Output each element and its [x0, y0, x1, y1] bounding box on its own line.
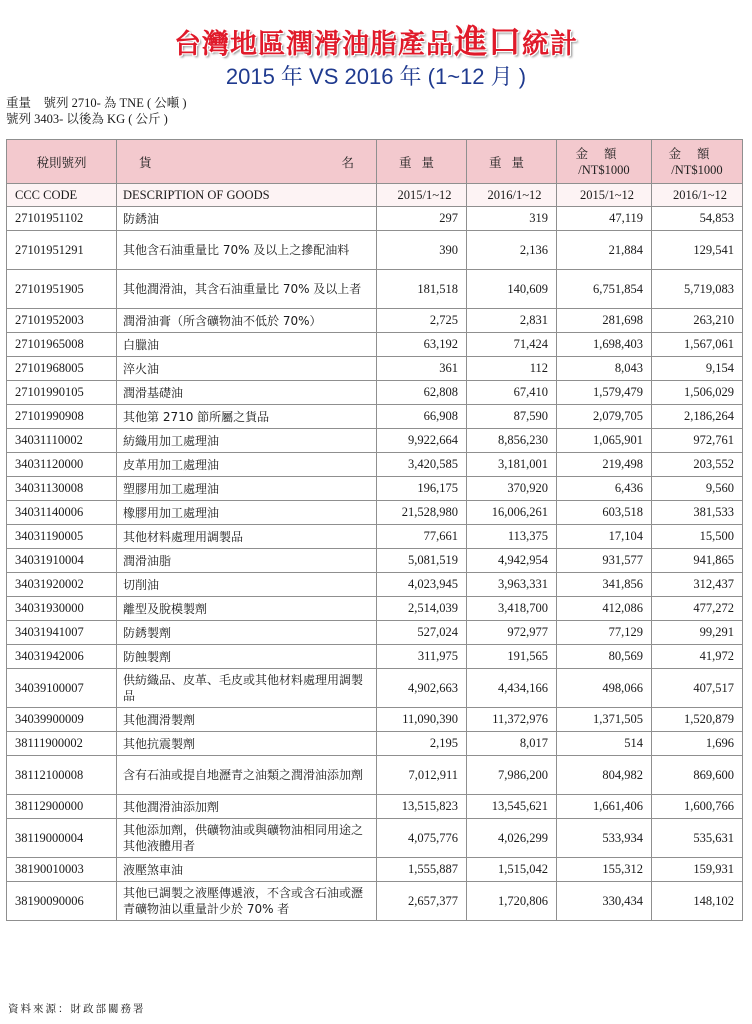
cell-weight-2015: 4,902,663	[377, 669, 467, 708]
cell-value-2015: 1,579,479	[557, 381, 652, 405]
cell-weight-2016: 71,424	[467, 333, 557, 357]
cell-weight-2016: 13,545,621	[467, 795, 557, 819]
cell-description: 紡織用加工處理油	[117, 429, 377, 453]
header-description-b: 名	[341, 154, 355, 170]
header-value-2015-a: 金額	[575, 145, 633, 161]
table-row	[7, 477, 743, 501]
cell-description: 防蝕製劑	[117, 645, 377, 669]
cell-code: 34031942006	[7, 645, 117, 669]
cell-value-2015: 1,698,403	[557, 333, 652, 357]
subheader-value-2016: 2016/1~12	[652, 184, 743, 207]
cell-code: 34031920002	[7, 573, 117, 597]
cell-code: 34031910004	[7, 549, 117, 573]
cell-code: 27101968005	[7, 357, 117, 381]
cell-weight-2016: 319	[467, 207, 557, 231]
cell-description: 其他潤滑油，其含石油重量比 70% 及以上者	[117, 270, 377, 309]
header-value-2016-a: 金額	[668, 145, 726, 161]
cell-weight-2015: 9,922,664	[377, 429, 467, 453]
cell-description: 液壓煞車油	[117, 858, 377, 882]
table-row	[7, 882, 743, 921]
table-row	[7, 525, 743, 549]
unit-notes	[6, 95, 187, 127]
header-description-a: 貨	[138, 154, 152, 170]
cell-code: 34039100007	[7, 669, 117, 708]
cell-value-2015: 47,119	[557, 207, 652, 231]
cell-weight-2015: 1,555,887	[377, 858, 467, 882]
table-row	[7, 621, 743, 645]
cell-value-2015: 1,661,406	[557, 795, 652, 819]
table-row	[7, 756, 743, 795]
cell-description: 其他潤滑油添加劑	[117, 795, 377, 819]
cell-value-2015: 6,436	[557, 477, 652, 501]
table-row	[7, 231, 743, 270]
cell-description: 皮革用加工處理油	[117, 453, 377, 477]
header-code: 稅則號列	[7, 140, 117, 184]
cell-value-2015: 281,698	[557, 309, 652, 333]
cell-weight-2016: 7,986,200	[467, 756, 557, 795]
cell-weight-2015: 2,657,377	[377, 882, 467, 921]
cell-value-2016: 312,437	[652, 573, 743, 597]
cell-description: 供紡織品、皮革、毛皮或其他材料處理用調製品	[117, 669, 377, 708]
table-header-row	[7, 140, 743, 184]
cell-weight-2015: 2,514,039	[377, 597, 467, 621]
cell-description: 防銹油	[117, 207, 377, 231]
cell-value-2016: 159,931	[652, 858, 743, 882]
cell-weight-2015: 66,908	[377, 405, 467, 429]
cell-weight-2015: 5,081,519	[377, 549, 467, 573]
cell-weight-2016: 11,372,976	[467, 708, 557, 732]
cell-code: 38119000004	[7, 819, 117, 858]
cell-value-2016: 9,560	[652, 477, 743, 501]
title-part-b: 進口	[454, 22, 522, 61]
title-part-a: 台灣地區潤滑油脂產品	[174, 29, 454, 60]
cell-value-2016: 148,102	[652, 882, 743, 921]
cell-description: 其他添加劑，供礦物油或與礦物油相同用途之其他液體用者	[117, 819, 377, 858]
cell-code: 38111900002	[7, 732, 117, 756]
cell-code: 34031930000	[7, 597, 117, 621]
cell-description: 切削油	[117, 573, 377, 597]
cell-code: 34031110002	[7, 429, 117, 453]
cell-weight-2015: 4,075,776	[377, 819, 467, 858]
cell-value-2015: 330,434	[557, 882, 652, 921]
cell-weight-2015: 21,528,980	[377, 501, 467, 525]
cell-value-2016: 1,567,061	[652, 333, 743, 357]
cell-code: 27101965008	[7, 333, 117, 357]
cell-code: 38112900000	[7, 795, 117, 819]
cell-weight-2016: 140,609	[467, 270, 557, 309]
cell-description: 離型及脫模製劑	[117, 597, 377, 621]
cell-description: 含有石油或提自地瀝青之油類之潤滑油添加劑	[117, 756, 377, 795]
cell-value-2015: 17,104	[557, 525, 652, 549]
table-row	[7, 429, 743, 453]
cell-value-2016: 2,186,264	[652, 405, 743, 429]
data-source: 資料來源：財政部關務署	[8, 1003, 146, 1015]
table-row	[7, 732, 743, 756]
cell-value-2015: 341,856	[557, 573, 652, 597]
cell-value-2016: 5,719,083	[652, 270, 743, 309]
cell-description: 其他抗震製劑	[117, 732, 377, 756]
cell-weight-2016: 8,856,230	[467, 429, 557, 453]
subheader-weight-2015: 2015/1~12	[377, 184, 467, 207]
cell-code: 38190010003	[7, 858, 117, 882]
cell-description: 淬火油	[117, 357, 377, 381]
header-value-2015-b: /NT$1000	[578, 162, 630, 177]
table-row	[7, 270, 743, 309]
table-row	[7, 597, 743, 621]
cell-value-2015: 1,371,505	[557, 708, 652, 732]
cell-code: 34039900009	[7, 708, 117, 732]
cell-value-2015: 498,066	[557, 669, 652, 708]
cell-value-2015: 514	[557, 732, 652, 756]
cell-code: 38112100008	[7, 756, 117, 795]
table-row	[7, 645, 743, 669]
cell-value-2016: 407,517	[652, 669, 743, 708]
cell-weight-2016: 8,017	[467, 732, 557, 756]
header-value-2016-b: /NT$1000	[671, 162, 723, 177]
cell-weight-2015: 297	[377, 207, 467, 231]
cell-value-2016: 477,272	[652, 597, 743, 621]
cell-description: 塑膠用加工處理油	[117, 477, 377, 501]
cell-code: 34031120000	[7, 453, 117, 477]
cell-value-2015: 2,079,705	[557, 405, 652, 429]
page-title	[0, 16, 752, 63]
cell-weight-2016: 3,963,331	[467, 573, 557, 597]
cell-code: 27101990908	[7, 405, 117, 429]
cell-weight-2016: 4,942,954	[467, 549, 557, 573]
cell-weight-2016: 3,418,700	[467, 597, 557, 621]
cell-description: 其他已調製之液壓傳遞液，不含或含石油或瀝青礦物油以重量計少於 70% 者	[117, 882, 377, 921]
cell-weight-2015: 2,195	[377, 732, 467, 756]
cell-value-2016: 99,291	[652, 621, 743, 645]
table-row	[7, 501, 743, 525]
cell-value-2015: 6,751,854	[557, 270, 652, 309]
cell-weight-2016: 67,410	[467, 381, 557, 405]
cell-weight-2016: 3,181,001	[467, 453, 557, 477]
cell-weight-2016: 4,026,299	[467, 819, 557, 858]
table-row	[7, 381, 743, 405]
table-row	[7, 207, 743, 231]
cell-weight-2015: 13,515,823	[377, 795, 467, 819]
cell-weight-2015: 361	[377, 357, 467, 381]
cell-description: 防銹製劑	[117, 621, 377, 645]
cell-value-2016: 15,500	[652, 525, 743, 549]
cell-code: 34031140006	[7, 501, 117, 525]
cell-weight-2015: 7,012,911	[377, 756, 467, 795]
cell-weight-2015: 11,090,390	[377, 708, 467, 732]
cell-value-2016: 1,696	[652, 732, 743, 756]
cell-weight-2016: 4,434,166	[467, 669, 557, 708]
cell-value-2015: 533,934	[557, 819, 652, 858]
table-row	[7, 357, 743, 381]
unit-note-line-1: 重量 號列 2710- 為 TNE ( 公噸 )	[6, 96, 187, 110]
cell-weight-2015: 527,024	[377, 621, 467, 645]
cell-weight-2016: 1,515,042	[467, 858, 557, 882]
cell-value-2016: 1,600,766	[652, 795, 743, 819]
table-row	[7, 795, 743, 819]
cell-weight-2016: 112	[467, 357, 557, 381]
table-row	[7, 453, 743, 477]
cell-value-2016: 869,600	[652, 756, 743, 795]
cell-code: 34031941007	[7, 621, 117, 645]
table-row	[7, 573, 743, 597]
cell-weight-2015: 77,661	[377, 525, 467, 549]
table-row	[7, 405, 743, 429]
cell-value-2015: 219,498	[557, 453, 652, 477]
header-weight-2016: 重量	[467, 140, 557, 184]
cell-description: 白臘油	[117, 333, 377, 357]
cell-weight-2016: 370,920	[467, 477, 557, 501]
cell-code: 27101951905	[7, 270, 117, 309]
header-description	[117, 140, 377, 184]
cell-weight-2015: 63,192	[377, 333, 467, 357]
cell-value-2015: 80,569	[557, 645, 652, 669]
cell-weight-2015: 196,175	[377, 477, 467, 501]
cell-value-2015: 1,065,901	[557, 429, 652, 453]
subheader-description: DESCRIPTION OF GOODS	[117, 184, 377, 207]
cell-weight-2015: 62,808	[377, 381, 467, 405]
cell-weight-2016: 87,590	[467, 405, 557, 429]
cell-description: 其他潤滑製劑	[117, 708, 377, 732]
import-statistics-table	[6, 139, 743, 921]
table-row	[7, 309, 743, 333]
subheader-value-2015: 2015/1~12	[557, 184, 652, 207]
cell-description: 潤滑油膏（所含礦物油不低於 70%）	[117, 309, 377, 333]
cell-weight-2016: 113,375	[467, 525, 557, 549]
cell-description: 其他第 2710 節所屬之貨品	[117, 405, 377, 429]
cell-weight-2015: 4,023,945	[377, 573, 467, 597]
table-row	[7, 819, 743, 858]
cell-value-2015: 603,518	[557, 501, 652, 525]
cell-code: 38190090006	[7, 882, 117, 921]
cell-weight-2016: 1,720,806	[467, 882, 557, 921]
cell-value-2016: 1,520,879	[652, 708, 743, 732]
cell-code: 34031190005	[7, 525, 117, 549]
cell-code: 27101951102	[7, 207, 117, 231]
cell-weight-2016: 191,565	[467, 645, 557, 669]
cell-weight-2015: 181,518	[377, 270, 467, 309]
cell-value-2016: 9,154	[652, 357, 743, 381]
subheader-code: CCC CODE	[7, 184, 117, 207]
header-value-2015	[557, 140, 652, 184]
cell-value-2016: 381,533	[652, 501, 743, 525]
cell-value-2015: 412,086	[557, 597, 652, 621]
cell-weight-2015: 390	[377, 231, 467, 270]
cell-weight-2015: 2,725	[377, 309, 467, 333]
cell-value-2016: 263,210	[652, 309, 743, 333]
cell-value-2016: 129,541	[652, 231, 743, 270]
title-part-c: 統計	[522, 29, 578, 60]
cell-value-2016: 1,506,029	[652, 381, 743, 405]
header-weight-2015: 重量	[377, 140, 467, 184]
table-row	[7, 669, 743, 708]
cell-value-2016: 54,853	[652, 207, 743, 231]
cell-value-2015: 8,043	[557, 357, 652, 381]
cell-weight-2016: 2,831	[467, 309, 557, 333]
cell-value-2016: 972,761	[652, 429, 743, 453]
cell-value-2016: 41,972	[652, 645, 743, 669]
table-row	[7, 708, 743, 732]
cell-weight-2015: 311,975	[377, 645, 467, 669]
cell-code: 34031130008	[7, 477, 117, 501]
cell-value-2015: 931,577	[557, 549, 652, 573]
page-subtitle: 2015 年 VS 2016 年 (1~12 月 )	[225, 64, 527, 89]
cell-description: 橡膠用加工處理油	[117, 501, 377, 525]
cell-value-2016: 203,552	[652, 453, 743, 477]
cell-code: 27101952003	[7, 309, 117, 333]
cell-value-2015: 21,884	[557, 231, 652, 270]
subheader-weight-2016: 2016/1~12	[467, 184, 557, 207]
cell-weight-2016: 972,977	[467, 621, 557, 645]
cell-description: 潤滑基礎油	[117, 381, 377, 405]
cell-weight-2015: 3,420,585	[377, 453, 467, 477]
cell-value-2016: 941,865	[652, 549, 743, 573]
cell-code: 27101951291	[7, 231, 117, 270]
header-value-2016	[652, 140, 743, 184]
unit-note-line-2: 號列 3403- 以後為 KG ( 公斤 )	[6, 112, 168, 126]
cell-weight-2016: 2,136	[467, 231, 557, 270]
cell-value-2016: 535,631	[652, 819, 743, 858]
cell-description: 其他材料處理用調製品	[117, 525, 377, 549]
cell-value-2015: 804,982	[557, 756, 652, 795]
cell-description: 其他含石油重量比 70% 及以上之摻配油料	[117, 231, 377, 270]
table-subheader-row	[7, 184, 743, 207]
table-row	[7, 333, 743, 357]
cell-value-2015: 155,312	[557, 858, 652, 882]
cell-value-2015: 77,129	[557, 621, 652, 645]
cell-weight-2016: 16,006,261	[467, 501, 557, 525]
cell-code: 27101990105	[7, 381, 117, 405]
cell-description: 潤滑油脂	[117, 549, 377, 573]
table-row	[7, 549, 743, 573]
table-row	[7, 858, 743, 882]
